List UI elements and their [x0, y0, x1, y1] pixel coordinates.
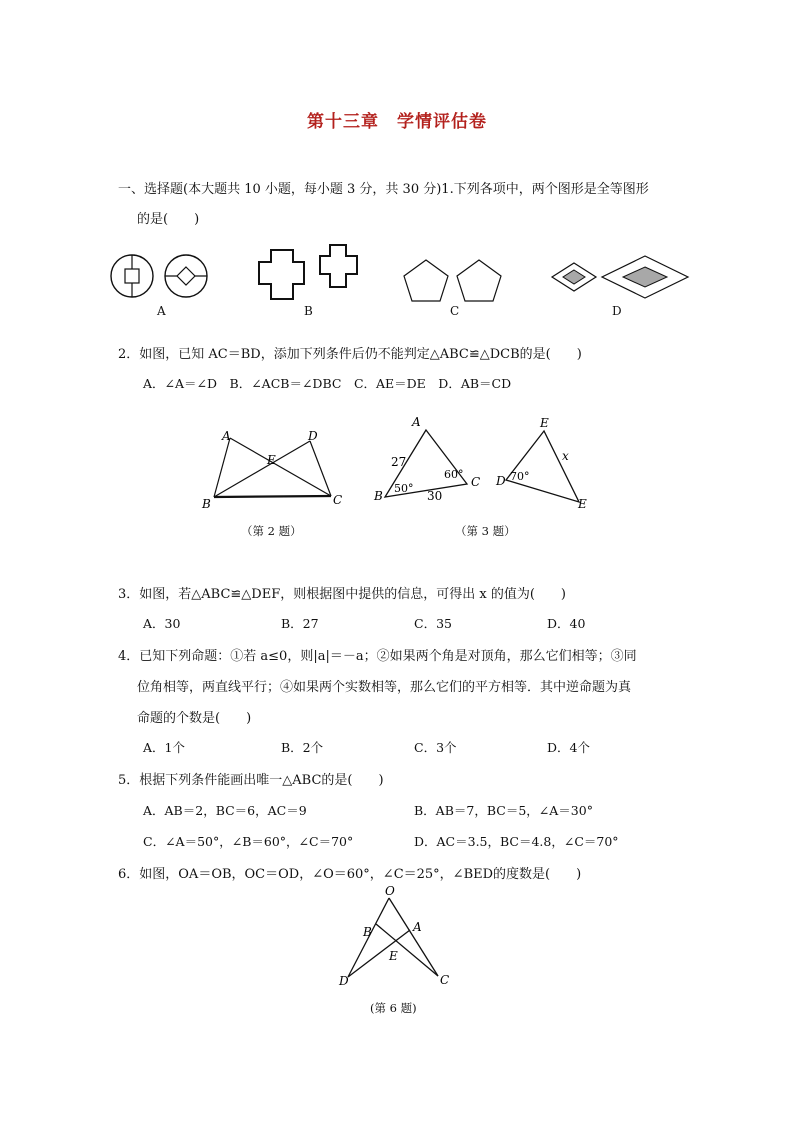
q1-option-d-label: D	[612, 304, 622, 318]
q3-side-bc: 30	[427, 489, 443, 503]
q6-caption: (第 6 题)	[370, 1001, 417, 1015]
q5-option-d: D．AC＝3.5，BC＝4.8，∠C＝70°	[414, 834, 619, 849]
q3-caption: （第 3 题）	[455, 524, 516, 538]
q3-option-c: C．35	[414, 616, 452, 631]
q4-stem-line2: 位角相等，两直线平行；④如果两个实数相等，那么它们的平方相等．其中逆命题为真	[137, 680, 632, 695]
page-title: 第十三章 学情评估卷	[307, 112, 487, 132]
q1-option-a-label: A	[157, 304, 166, 318]
q1-option-b-label: B	[304, 304, 313, 318]
q2-point-a: A	[222, 429, 231, 443]
q6-point-c: C	[440, 973, 450, 987]
q1-figure-a	[108, 252, 218, 302]
q2-options: A．∠A＝∠D B．∠ACB＝∠DBC C．AE＝DE D．AB＝CD	[143, 376, 512, 391]
q1-figure-b	[256, 244, 366, 308]
q1-stem-line1: 一、选择题(本大题共 10 小题，每小题 3 分，共 30 分)1.下列各项中，两个图形是全等图形	[118, 182, 649, 197]
q3-side-ab: 27	[391, 455, 407, 469]
q4-option-d: D．4个	[547, 740, 590, 755]
q2-stem: 2．如图，已知 AC＝BD，添加下列条件后仍不能判定△ABC≌△DCB的是( )	[118, 347, 582, 362]
q3-option-d: D．40	[547, 616, 586, 631]
q6-point-a: A	[413, 920, 422, 934]
q3-option-a: A．30	[143, 616, 181, 631]
q3-option-b: B．27	[281, 616, 319, 631]
q4-stem-line1: 4．已知下列命题：①若 a≤0，则|a|＝－a；②如果两个角是对顶角，那么它们相等；③同	[118, 649, 637, 664]
q2-point-c: C	[333, 493, 343, 507]
q1-option-c-label: C	[450, 304, 460, 318]
q5-option-c: C．∠A＝50°，∠B＝60°，∠C＝70°	[143, 834, 354, 849]
q3-stem: 3．如图，若△ABC≌△DEF，则根据图中提供的信息，可得出 x 的值为( )	[118, 587, 566, 602]
q6-point-b: B	[363, 925, 372, 939]
q3-point-c: C	[471, 475, 481, 489]
q6-point-e: E	[389, 949, 398, 963]
q3-point-e-top: E	[540, 416, 549, 430]
q3-point-b: B	[374, 489, 383, 503]
q3-angle-c: 60°	[444, 468, 464, 481]
q1-figure-c	[401, 258, 511, 304]
q5-option-a: A．AB＝2，BC＝6，AC＝9	[143, 803, 307, 818]
q4-option-c: C．3个	[414, 740, 457, 755]
q3-angle-b: 50°	[394, 482, 414, 495]
q4-option-a: A．1个	[143, 740, 185, 755]
q6-stem: 6．如图，OA＝OB，OC＝OD，∠O＝60°，∠C＝25°，∠BED的度数是( )	[118, 867, 582, 882]
q3-figure	[370, 414, 600, 514]
q6-figure	[334, 884, 464, 994]
q3-point-e-bottom: E	[578, 497, 587, 511]
q3-angle-d: 70°	[510, 470, 530, 483]
q2-point-b: B	[202, 497, 211, 511]
q5-option-b: B．AB＝7，BC＝5，∠A＝30°	[414, 803, 593, 818]
q2-point-d: D	[308, 429, 318, 443]
q6-point-o: O	[385, 884, 395, 898]
q4-stem-line3: 命题的个数是( )	[137, 711, 252, 726]
q1-stem-line2: 的是( )	[137, 212, 200, 227]
q6-point-d: D	[339, 974, 349, 988]
q2-figure	[196, 424, 356, 512]
q4-option-b: B．2个	[281, 740, 324, 755]
q3-point-a: A	[412, 415, 421, 429]
q2-caption: （第 2 题）	[241, 524, 302, 538]
q2-point-e: E	[267, 453, 276, 467]
q3-point-d: D	[496, 474, 506, 488]
q1-figure-d	[549, 255, 693, 299]
q3-side-x: x	[562, 449, 569, 463]
q5-stem: 5．根据下列条件能画出唯一△ABC的是( )	[118, 773, 384, 788]
